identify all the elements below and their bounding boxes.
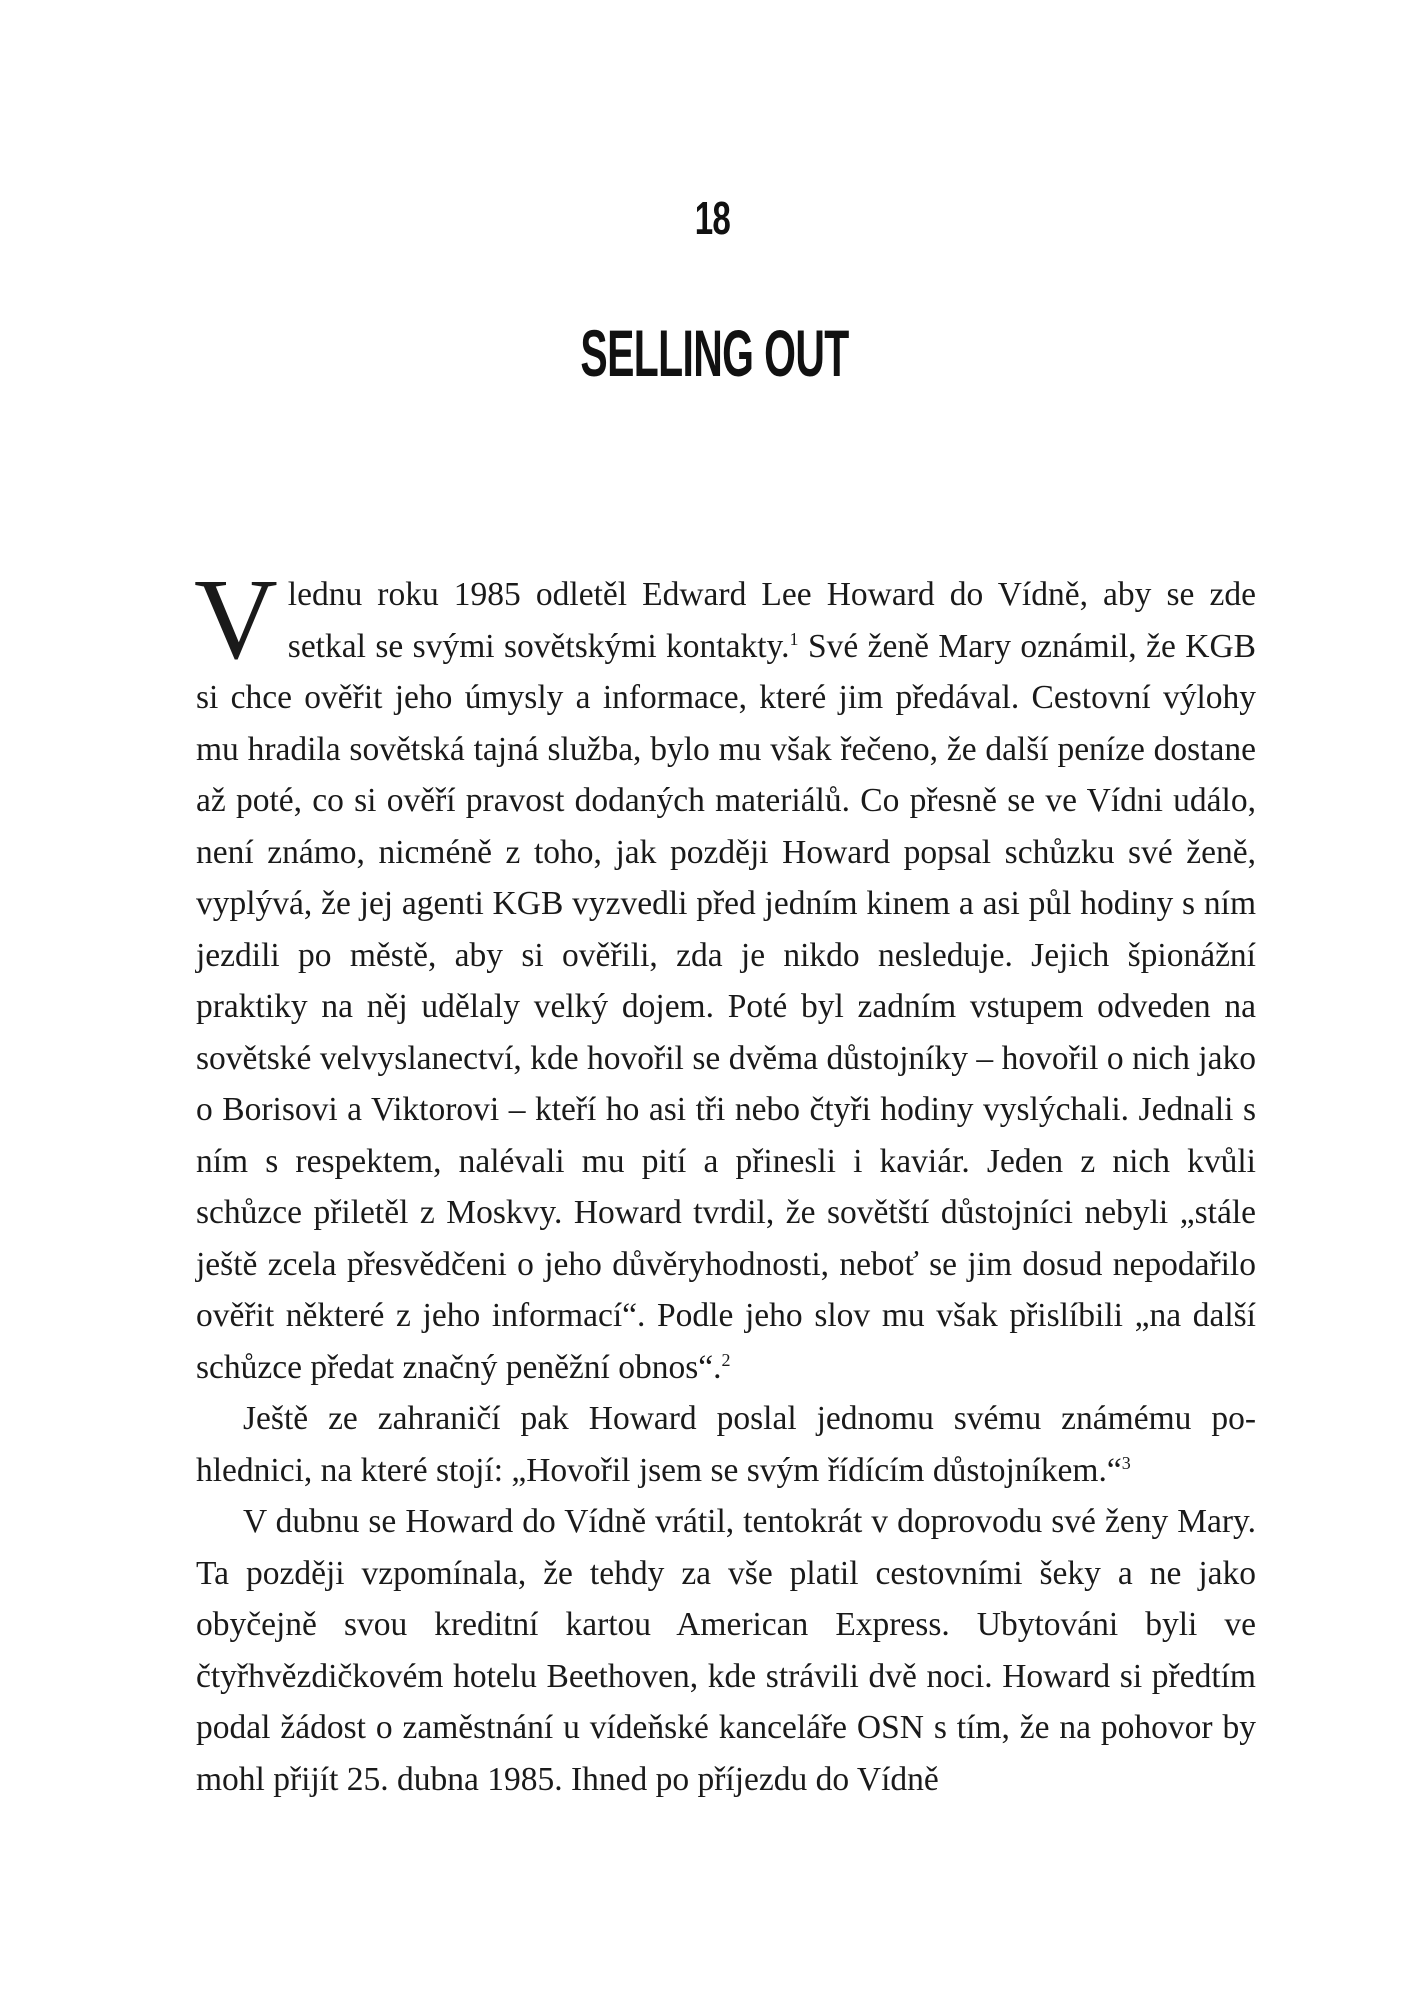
paragraph-1-text-a: lednu roku 1985 odletěl Edward Lee Howard do Vídně, aby se zde setkal se svými sovětskými kontakty. — [287, 576, 1256, 665]
body-text — [194, 556, 1257, 1805]
paragraph-2 — [196, 1393, 1256, 1496]
paragraph-3-text: V dubnu se Howard do Vídně vrátil, tentokrát v doprovodu své ženy Mary. Ta později vzpomínala, že tehdy za vše platil cestovními šeky a ne jako obyčejně svou kreditní kartou American Express. Ubytováni byli ve čtyřhvězdičkovém hotelu Beethoven, kde strávili dvě noci. Howard si předtím podal žádost o zaměstnání u vídeňské kanceláře OSN s tím, že na pohovor by mohl přijít 25. dubna 1985. Ihned po příjezdu do Vídně — [196, 1503, 1256, 1798]
paragraph-2-text: Ještě ze zahraničí pak Howard poslal jednomu svému známému pohlednici, na které stojí: „Hovořil jsem se svým řídícím důstojníkem.“ — [196, 1400, 1256, 1489]
chapter-number: 18 — [694, 192, 731, 244]
footnote-ref-2: 2 — [721, 1349, 731, 1370]
paragraph-1 — [194, 556, 1257, 1393]
paragraph-1-text-b: Své ženě Mary oznámil, že KGB si chce ověřit jeho úmysly a informace, které jim předával. Cestovní výlohy mu hradila sovětská tajná služba, bylo mu však řečeno, že další peníze dostane až poté, co si ověří pravost dodaných materiálů. Co přesně se ve Vídni událo, není známo, nicméně z toho, jak později Howard popsal schůzku své ženě, vyplývá, že jej agenti KGB vyzvedli před jedním kinem a asi půl hodiny s ním jezdili po městě, aby si ověřili, zda je nikdo nesleduje. Jejich špionážní praktiky na něj udělaly velký dojem. Poté byl zadním vstupem odveden na sovětské velvyslanectví, kde hovořil se dvěma důstojníky – hovořil o nich jako o Borisovi a Viktorovi – kteří ho asi tři nebo čtyři hodiny vyslýchali. Jednali s ním s respektem, nalévali mu pití a přinesli i kaviár. Jeden z nich kvůli schůzce přiletěl z Moskvy. Howard tvrdil, že sovětští důstojníci nebyli „stále ještě zcela přesvědčeni o jeho důvěryhodnosti, neboť se jim dosud nepodařilo ověřit některé z jeho informací“. Podle jeho slov mu však přislíbili „na další schůzce předat značný peněžní obnos“. — [196, 627, 1257, 1386]
paragraph-3 — [196, 1496, 1256, 1805]
chapter-title: SELLING OUT — [580, 316, 849, 390]
footnote-ref-3: 3 — [1121, 1452, 1131, 1473]
footnote-ref-1: 1 — [789, 628, 799, 649]
drop-cap: V — [194, 556, 278, 684]
